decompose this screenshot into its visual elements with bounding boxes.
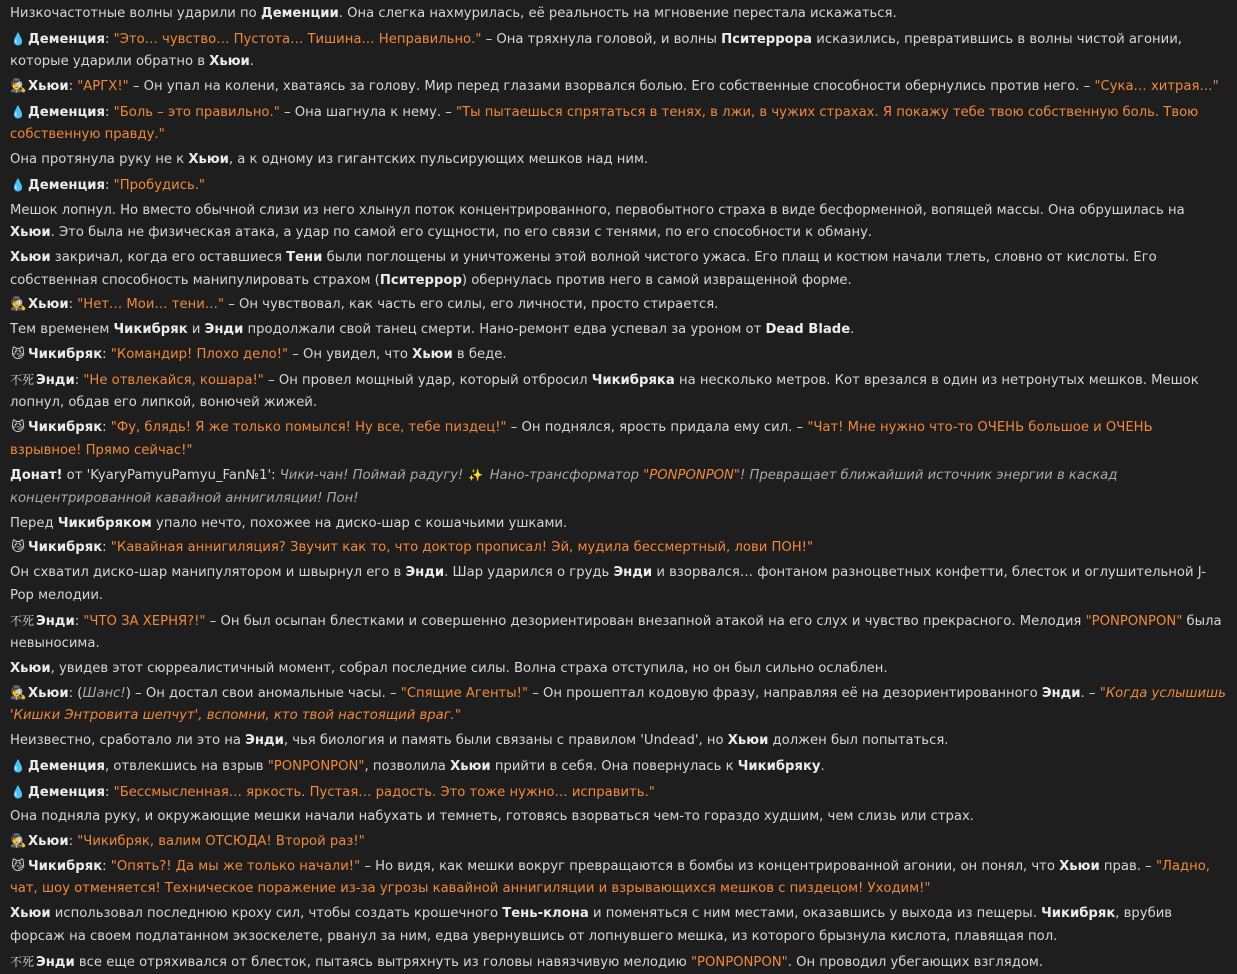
- italic-text: Чики-чан! Поймай радугу!: [279, 468, 468, 484]
- quote-text: "Кавайная аннигиляция? Звучит как то, что доктор прописал! Эй, мудила бессмертный, лови ПОН!": [110, 540, 814, 556]
- narration-text: , чья биология и память были связаны с правилом 'Undead', но: [283, 732, 728, 748]
- speaker-name: Хьюи: [450, 758, 491, 774]
- narration-text: Мешок лопнул. Но вместо обычной слизи из него хлынул поток концентрированного, первобытного страха в виде бесформенной, вопящей массы. Она обрушилась на: [10, 202, 1185, 218]
- narration-text: была невыносима.: [10, 613, 1222, 652]
- speaker-name: Хьюи: [28, 297, 69, 313]
- speaker-name: Деменция: [28, 177, 106, 193]
- speaker-name: Энди: [1041, 685, 1081, 701]
- speaker-name: Хьюи: [209, 54, 250, 70]
- narration-text: ) обернулась против него в самой извращенной форме.: [461, 272, 852, 288]
- speaker-name: Dead Blade: [765, 322, 851, 338]
- chat-message: [10, 610, 1227, 656]
- blood-drop-icon: 💧: [10, 104, 26, 119]
- narration-text: :: [74, 372, 84, 388]
- narration-text: :: [68, 834, 78, 850]
- speaker-name: Чикибряк: [28, 858, 103, 874]
- narration-text: , а к одному из гигантских пульсирующих мешков над ним.: [228, 152, 649, 168]
- quote-text: "PONPONPON": [1085, 613, 1183, 629]
- italic-text: Нано-трансформатор: [485, 468, 644, 484]
- chat-message: [10, 903, 1227, 948]
- narration-text: – Он провел мощный удар, который отбросил: [263, 372, 592, 388]
- quote-italic-text: "Когда услышишь 'Кишки Энтровита шепчут', вспомни, кто твой настоящий враг.": [10, 685, 1226, 724]
- undead-glyph-icon: 不死: [10, 954, 35, 969]
- narration-text: :: [102, 858, 111, 874]
- speaker-name: Деменция: [28, 758, 106, 774]
- chat-message: [10, 537, 1227, 560]
- quote-text: "Ты пытаешься спрятаться в тенях, в лжи, в чужих страхах. Я покажу тебе твою собственную боль. Твою собственную правду.": [10, 104, 1199, 143]
- narration-text: :: [68, 79, 78, 95]
- narration-text: . Это была не физическая атака, а удар по самой его сущности, по его связи с тенями, по его способности к обману.: [50, 225, 873, 241]
- narration-text: , увидев этот сюрреалистичный момент, собрал последние силы. Волна страха отступила, но он был сильно ослаблен.: [50, 660, 888, 676]
- narration-text: . –: [1080, 685, 1100, 701]
- narration-text: – Она шагнула к нему. –: [279, 104, 457, 120]
- narration-text: исказились, превратившись в волны чистой агонии, которые ударили обратно в: [10, 31, 1182, 70]
- speaker-name: Тени: [286, 250, 323, 266]
- blood-drop-icon: 💧: [10, 177, 26, 192]
- narration-text: и взорвался… фонтаном разноцветных конфетти, блесток и оглушительной J-Pop мелодии.: [10, 565, 1206, 603]
- quote-text: "Фу, блядь! Я же только помылся! Ну все, тебе пиздец!": [110, 420, 507, 436]
- sparkles-icon: ✨: [468, 468, 483, 483]
- speaker-name: Донат!: [10, 468, 63, 484]
- narration-text: были поглощены и уничтожены этой волной чистого ужаса. Его плащ и костюм начали тлеть, словно от кислоты. Его собственная способность манипулировать страхом (: [10, 250, 1157, 288]
- narration-text: продолжали свой танец смерти. Нано-ремонт едва успевал за уроном от: [243, 322, 766, 338]
- chat-message: [10, 464, 1227, 510]
- chat-message: [10, 513, 1227, 536]
- narration-text: ) – Он достал свои аномальные часы. –: [125, 685, 401, 701]
- spy-icon: 🕵: [10, 79, 27, 95]
- narration-text: в беде.: [452, 346, 507, 362]
- chat-message: [10, 28, 1227, 74]
- narration-text: :: [105, 104, 114, 120]
- cat-face-icon: 😼: [11, 858, 25, 874]
- speaker-name: Пситеррор: [379, 272, 462, 288]
- chat-message: [10, 247, 1227, 292]
- narration-text: .: [850, 322, 855, 338]
- narration-text: – Он был осыпан блестками и совершенно дезориентирован внезапной атакой на его слух и чувство прекрасного. Мелодия: [205, 613, 1086, 629]
- quote-text: "Бессмысленная… яркость. Пустая… радость. Это тоже нужно… исправить.": [113, 784, 655, 800]
- narration-text: .: [249, 54, 254, 70]
- undead-glyph-icon: 不死: [10, 372, 35, 387]
- speaker-name: Деменции: [260, 6, 339, 21]
- narration-text: и: [187, 322, 205, 338]
- speaker-name: Чикибряк: [28, 540, 103, 556]
- speaker-name: Энди: [613, 565, 653, 581]
- speaker-name: Пситеррора: [721, 31, 813, 47]
- narration-text: , позволила: [364, 758, 451, 774]
- chat-message: [10, 344, 1227, 367]
- speaker-name: Чикибряк: [1041, 906, 1116, 922]
- narration-text: Он схватил диско-шар манипулятором и швырнул его в: [10, 565, 406, 581]
- narration-text: Низкочастотные волны ударили по: [10, 6, 261, 21]
- narration-text: от 'KyaryPamyuPamyu_Fan№1':: [62, 468, 280, 484]
- narration-text: – Но видя, как мешки вокруг превращаются в бомбы из концентрированной агонии, он понял, что: [360, 858, 1060, 874]
- speaker-name: Хьюи: [28, 685, 69, 701]
- cat-face-icon: 😼: [11, 346, 25, 362]
- speaker-name: Хьюи: [10, 250, 51, 266]
- narration-text: Перед: [10, 515, 58, 531]
- speaker-name: Тень-клона: [502, 906, 589, 922]
- narration-text: прав. –: [1099, 858, 1156, 874]
- narration-text: , отвлекшись на взрыв: [105, 758, 268, 774]
- quote-text: "Пробудись.": [113, 177, 205, 193]
- quote-text: "Чат! Мне нужно что-то ОЧЕНЬ большое и ОЧЕНЬ взрывное! Прямо сейчас!": [10, 420, 1153, 458]
- narration-text: – Он прошептал кодовую фразу, направляя её на дезориентированного: [528, 685, 1042, 701]
- chat-message: [10, 856, 1227, 901]
- chat-message: [10, 806, 1227, 829]
- cat-face-icon: 😼: [11, 540, 25, 556]
- quote-text: "Ладно, чат, шоу отменяется! Техническое поражение из-за угрозы кавайной аннигиляции и взрывающихся мешков с пиздецом! Уходим!": [10, 858, 1211, 897]
- chat-message: [10, 562, 1227, 607]
- narration-text: . Он проводил убегающих взглядом.: [787, 954, 1044, 970]
- speaker-name: Чикибряк: [113, 322, 188, 338]
- blood-drop-icon: 💧: [10, 758, 26, 773]
- quote-text: "Опять?! Да мы же только начали!": [110, 858, 361, 874]
- quote-text: "Сука… хитрая…": [1094, 79, 1219, 95]
- speaker-name: Хьюи: [10, 906, 51, 922]
- speaker-name: Чикибряк: [28, 420, 103, 436]
- quote-text: "Нет… Мои… тени…": [77, 297, 225, 313]
- chat-message: [10, 417, 1227, 462]
- chat-message: [10, 319, 1227, 342]
- spy-icon: 🕵: [10, 685, 27, 701]
- spy-icon: 🕵: [10, 297, 27, 313]
- quote-text: "АРГХ!": [77, 79, 129, 95]
- narration-text: – Она тряхнула головой, и волны: [481, 31, 722, 47]
- speaker-name: Энди: [204, 322, 244, 338]
- narration-text: – Он увидел, что: [288, 346, 413, 362]
- narration-text: должен был попытаться.: [768, 732, 949, 748]
- speaker-name: Хьюи: [727, 732, 769, 748]
- italic-text: ! Превращает ближайший источник энергии в каскад концентрированной кавайной аннигиляции! Пон!: [10, 468, 1118, 506]
- chat-message: [10, 831, 1227, 854]
- narration-text: .: [820, 758, 825, 774]
- narration-text: :: [105, 31, 114, 47]
- narration-text: :: [74, 613, 84, 629]
- chat-message: [10, 369, 1227, 415]
- narration-text: закричал, когда его оставшиеся: [50, 250, 287, 266]
- undead-glyph-icon: 不死: [10, 613, 35, 628]
- chat-message: [10, 755, 1227, 779]
- narration-text: :: [105, 784, 114, 800]
- italic-text: Шанс!: [82, 685, 126, 701]
- quote-text: "Командир! Плохо дело!": [110, 346, 289, 362]
- speaker-name: Деменция: [28, 31, 106, 47]
- narration-text: Она подняла руку, и окружающие мешки начали набухать и темнеть, готовясь взорваться чем-то гораздо худшим, чем слизь или страх.: [10, 809, 974, 825]
- narration-text: . Шар ударился о грудь: [444, 565, 614, 581]
- narration-text: – Он поднялся, ярость придала ему сил. –: [506, 420, 808, 436]
- quote-text: "PONPONPON": [267, 758, 365, 774]
- speaker-name: Энди: [36, 954, 75, 970]
- narration-text: :: [105, 177, 114, 193]
- speaker-name: Энди: [245, 732, 284, 748]
- narration-text: упало нечто, похожее на диско-шар с кошачьими ушками.: [151, 515, 568, 531]
- narration-text: прийти в себя. Она повернулась к: [490, 758, 738, 774]
- narration-text: Она протянула руку не к: [10, 152, 189, 168]
- narration-text: :: [68, 297, 78, 313]
- narration-text: все еще отряхивался от блесток, пытаясь вытряхнуть из головы навязчивую мелодию: [74, 954, 691, 970]
- speaker-name: Чикибряк: [28, 346, 103, 362]
- chat-message: [10, 174, 1227, 198]
- narration-text: – Он чувствовал, как часть его силы, его личности, просто стирается.: [224, 297, 719, 313]
- speaker-name: Деменция: [28, 784, 106, 800]
- quote-text: "ЧТО ЗА ХЕРНЯ?!": [83, 613, 206, 629]
- chat-message: [10, 658, 1227, 681]
- speaker-name: Энди: [36, 613, 75, 629]
- chat-message: [10, 951, 1227, 974]
- speaker-name: Хьюи: [1059, 858, 1100, 874]
- narration-text: , врубив форсаж на своем подлатанном экзоскелете, рванул за ним, едва увернувшись от лопнувшего мешка, из которого брызнула кислота, плавящая пол.: [10, 906, 1173, 944]
- chat-message: [10, 200, 1227, 245]
- chat-message: [10, 294, 1227, 317]
- spy-icon: 🕵: [10, 834, 27, 850]
- chat-message: [10, 781, 1227, 805]
- quote-text: "Боль – это правильно.": [113, 104, 280, 120]
- quote-text: "Спящие Агенты!": [400, 685, 529, 701]
- quote-text: "Чикибряк, валим ОТСЮДА! Второй раз!": [77, 834, 365, 850]
- speaker-name: Хьюи: [10, 225, 51, 241]
- narration-text: :: [102, 420, 111, 436]
- blood-drop-icon: 💧: [10, 784, 26, 799]
- chat-message: [10, 683, 1227, 728]
- speaker-name: Хьюи: [28, 834, 69, 850]
- narration-text: Неизвестно, сработало ли это на: [10, 732, 246, 748]
- narration-text: :: [102, 540, 111, 556]
- quote-text: "Не отвлекайся, кошара!": [83, 372, 264, 388]
- speaker-name: Энди: [405, 565, 445, 581]
- narration-text: – Он упал на колени, хватаясь за голову. Мир перед глазами взорвался болью. Его собственные способности обернулись против него. –: [128, 79, 1095, 95]
- speaker-name: Чикибряку: [737, 758, 821, 774]
- chat-message: [10, 76, 1227, 99]
- chat-message: [10, 3, 1227, 26]
- chat-message: [10, 149, 1227, 172]
- speaker-name: Хьюи: [28, 79, 69, 95]
- quote-italic-text: "PONPONPON": [643, 468, 740, 484]
- narration-text: . Она слегка нахмурилась, её реальность на мгновение перестала искажаться.: [338, 6, 897, 21]
- speaker-name: Чикибряка: [591, 372, 675, 388]
- speaker-name: Хьюи: [188, 152, 229, 168]
- narration-text: Тем временем: [10, 322, 114, 338]
- blood-drop-icon: 💧: [10, 31, 26, 46]
- chat-message: [10, 101, 1227, 147]
- quote-text: "PONPONPON": [690, 954, 788, 970]
- narration-text: на несколько метров. Кот врезался в один из нетронутых мешков. Мешок лопнул, обдав его липкой, вонючей жижей.: [10, 372, 1199, 411]
- narration-text: :: [102, 346, 111, 362]
- narration-text: и поменяться с ним местами, оказавшись у выхода из пещеры.: [588, 906, 1042, 922]
- cat-face-icon: 😼: [11, 420, 25, 436]
- speaker-name: Хьюи: [412, 346, 453, 362]
- narration-text: : (: [68, 685, 83, 701]
- quote-text: "Это… чувство… Пустота… Тишина… Неправильно.": [113, 31, 482, 47]
- chat-message: [10, 730, 1227, 753]
- speaker-name: Чикибряком: [57, 515, 152, 531]
- speaker-name: Хьюи: [10, 660, 51, 676]
- narration-text: использовал последнюю кроху сил, чтобы создать крошечного: [50, 906, 503, 922]
- speaker-name: Энди: [36, 372, 75, 388]
- speaker-name: Деменция: [28, 104, 106, 120]
